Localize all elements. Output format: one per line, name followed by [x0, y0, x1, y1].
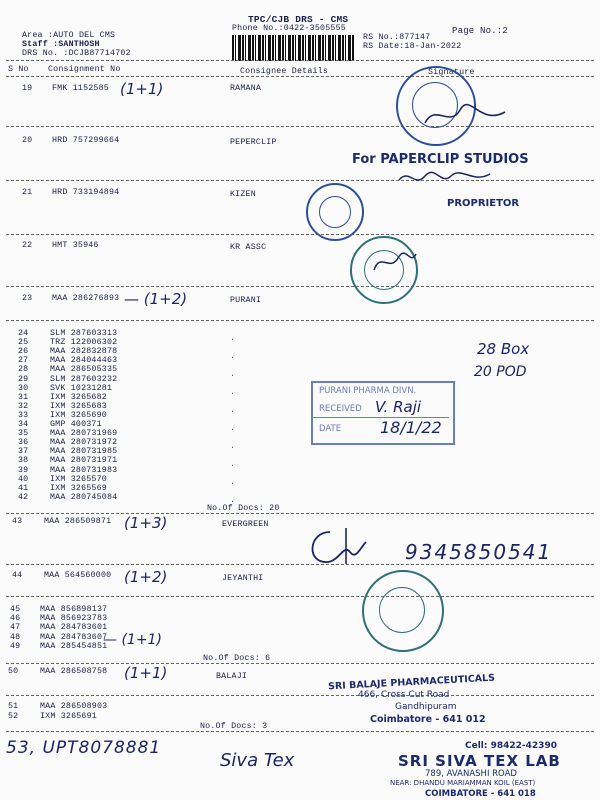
list-item-consignment: TRZ 122006302 — [50, 338, 118, 348]
row-43-consignee: EVERGREEN — [222, 520, 269, 529]
docs-count-2: No.Of Docs: 6 — [203, 654, 271, 663]
purani-handwritten-boxes: 28 Box — [477, 340, 530, 358]
list-item-sno: 34 — [18, 420, 29, 429]
row-23-note: — (1+2) — [124, 290, 188, 308]
siva-stamp-addr: 789, AVANASHI ROAD — [425, 769, 517, 779]
balaji-stamp-addr2: Gandhipuram — [395, 702, 457, 712]
rs-number: RS No.:877147 — [363, 33, 431, 42]
ramana-signature — [420, 98, 510, 138]
row-19-sno: 19 — [22, 84, 33, 93]
list-item-sno: 41 — [18, 483, 29, 493]
jeyanthi-round-stamp — [362, 570, 444, 652]
row-43-sno: 43 — [12, 517, 23, 526]
row-22-consignee: KR ASSC — [230, 243, 267, 252]
evergreen-signature — [300, 522, 370, 572]
group2-rule — [6, 663, 594, 664]
list-item-sno: 27 — [18, 356, 29, 366]
row-21-sno: 21 — [22, 188, 33, 197]
group2-note: — (1+1) — [103, 632, 162, 648]
purani-handwritten-pod: 20 POD — [474, 364, 527, 380]
list-item-sno: 38 — [18, 456, 29, 466]
list-item-sno: 51 — [8, 702, 19, 711]
staff-label: Staff :SANTHOSH — [22, 40, 100, 49]
row-44-cons: MAA 564560000 — [44, 571, 112, 580]
row-50-sno: 50 — [8, 667, 19, 676]
balaji-stamp-addr3: Coimbatore - 641 012 — [370, 714, 486, 725]
list-item-sno: 25 — [18, 338, 29, 348]
row-20-rule — [6, 180, 594, 181]
header-rule-top — [6, 60, 594, 61]
list-item-consignment: MAA 284783607 — [40, 632, 108, 642]
row-43-note: (1+3) — [124, 514, 168, 532]
list-item-consignment: MAA 282832878 — [50, 347, 118, 357]
list-item-consignment: GMP 400371 — [50, 420, 102, 429]
phone-number: Phone No.:0422-3505555 — [232, 24, 346, 33]
rs-date: RS Date:18-Jan-2022 — [363, 42, 462, 51]
list-item-consignment: MAA 280731983 — [50, 465, 118, 475]
list-item-sno: 31 — [18, 392, 29, 402]
list-item-consignment: MAA 286505335 — [50, 365, 118, 375]
paperclip-proprietor: PROPRIETOR — [447, 198, 520, 209]
balaji-stamp-addr1: 466, Cross Cut Road — [358, 690, 450, 700]
page-number: Page No.:2 — [452, 26, 509, 36]
list-item-sno: 28 — [18, 365, 29, 375]
list-item-consignment: MAA 856923783 — [40, 614, 108, 624]
list-item-sno: 30 — [18, 383, 29, 393]
balaji-stamp-name: SRI BALAJE PHARMACEUTICALS — [327, 672, 496, 693]
row-19-note: (1+1) — [120, 80, 164, 98]
row-20-cons: HRD 757299664 — [52, 136, 120, 145]
list-item-sno: 52 — [8, 711, 19, 721]
purani-handwritten-date: 18/1/22 — [380, 418, 442, 437]
row-44-consignee: JEYANTHI — [222, 574, 264, 583]
kr-assc-signature — [370, 248, 420, 278]
list-item-consignment: MAA 280731985 — [50, 447, 118, 457]
list-item-consignment: MAA 280731969 — [50, 429, 118, 439]
list-item-sno: 36 — [18, 438, 29, 448]
row-43-phone: 9345850541 — [405, 540, 553, 564]
row-19-consignee: RAMANA — [230, 84, 262, 93]
row-23-rule — [6, 320, 594, 321]
row-44-note: (1+2) — [124, 568, 168, 586]
list-item-consignment: IXM 3265682 — [50, 392, 107, 402]
dotted-column: . . . . . . . . . . — [230, 334, 236, 505]
purani-handwritten-received: V. Raji — [375, 398, 422, 416]
list-item-sno: 37 — [18, 447, 29, 457]
footer-handwritten-consignment: 53, UPT8078881 — [6, 738, 162, 758]
list-item-consignment: MAA 280745084 — [50, 492, 118, 502]
row-19-cons: FMK 1152585 — [52, 84, 109, 93]
row-43-cons: MAA 286509871 — [44, 517, 112, 526]
list-item-sno: 42 — [18, 492, 29, 502]
col-signature: Signature — [428, 68, 475, 77]
list-item-consignment: SLM 287603313 — [50, 329, 118, 338]
col-consignee: Consignee Details — [240, 67, 329, 76]
row-20-sno: 20 — [22, 136, 33, 145]
row-50-consignee: BALAJI — [216, 672, 248, 681]
list-item-consignment: MAA 284044463 — [50, 356, 118, 366]
list-item-sno: 29 — [18, 374, 29, 384]
list-item-sno: 33 — [18, 410, 29, 420]
area-label: Area :AUTO DEL CMS — [22, 31, 116, 40]
list-item-consignment: IXM 3265570 — [50, 474, 107, 484]
list-item-sno: 40 — [18, 474, 29, 484]
list-item-sno: 39 — [18, 465, 29, 475]
row-50-note: (1+1) — [124, 664, 168, 682]
docs-count-1: No.Of Docs: 20 — [207, 504, 280, 513]
paperclip-signature — [395, 166, 495, 190]
barcode — [232, 35, 354, 61]
group3-rule — [6, 731, 594, 732]
siva-stamp-city: COIMBATORE - 641 018 — [425, 789, 536, 799]
row-23-cons: MAA 286276893 — [52, 294, 120, 303]
row-44-rule — [6, 596, 594, 597]
list-item-sno: 48 — [10, 632, 21, 642]
list-item-consignment: MAA 286508903 — [40, 702, 108, 711]
list-item-consignment: IXM 3265691 — [40, 711, 97, 721]
list-item-sno: 26 — [18, 347, 29, 357]
list-item-sno: 32 — [18, 401, 29, 411]
list-item-sno: 46 — [10, 614, 21, 624]
list-item-sno: 24 — [18, 329, 29, 338]
row-50-rule — [6, 695, 594, 696]
purani-stamp-received: RECEIVED — [319, 404, 362, 414]
list-item-consignment: SVK 10231281 — [50, 383, 113, 393]
siva-stamp-cell: Cell: 98422-42390 — [465, 741, 557, 751]
row-22-cons: HMT 35946 — [52, 241, 99, 250]
row-50-cons: MAA 286508758 — [40, 667, 108, 676]
list-item-sno: 47 — [10, 623, 21, 633]
docs-count-3: No.Of Docs: 3 — [200, 722, 268, 731]
list-item-consignment: MAA 280731972 — [50, 438, 118, 448]
siva-stamp-name: SRI SIVA TEX LAB — [398, 752, 561, 770]
paperclip-stamp-title: For PAPERCLIP STUDIOS — [352, 152, 529, 167]
row-23-consignee: PURANI — [230, 296, 262, 305]
list-item-consignment: MAA 280731971 — [50, 456, 118, 466]
row-22-sno: 22 — [22, 241, 33, 250]
row-21-consignee: KIZEN — [230, 190, 256, 199]
row-21-rule — [6, 234, 594, 235]
row-44-sno: 44 — [12, 571, 23, 580]
row-21-cons: HRD 733194894 — [52, 188, 120, 197]
row-20-consignee: PEPERCLIP — [230, 138, 277, 147]
header-rule-bottom — [6, 76, 594, 77]
list-item-consignment: SLM 287603232 — [50, 374, 118, 384]
list-item-sno: 49 — [10, 641, 21, 651]
footer-handwritten-consignee: Siva Tex — [220, 750, 295, 771]
report-title: TPC/CJB DRS - CMS — [248, 14, 349, 25]
purani-stamp-name: PURANI PHARMA DIVN. — [319, 386, 417, 396]
group1-rule — [6, 513, 594, 514]
list-item-consignment: IXM 3265569 — [50, 483, 107, 493]
row-22-rule — [6, 286, 594, 287]
list-item-consignment: MAA 284783601 — [40, 623, 108, 633]
kizen-round-stamp — [306, 183, 364, 241]
list-item-sno: 45 — [10, 605, 21, 614]
siva-stamp-near: NEAR: DHANDU MARIAMMAN KOIL (EAST) — [390, 779, 536, 787]
list-item-consignment: IXM 3265690 — [50, 410, 107, 420]
purani-stamp-date: DATE — [319, 424, 342, 434]
col-consignment: Consignment No — [48, 65, 121, 74]
list-item-consignment: MAA 856898137 — [40, 605, 108, 614]
col-sno: S No — [8, 65, 29, 74]
row-23-sno: 23 — [22, 294, 33, 303]
list-item-consignment: MAA 285454851 — [40, 641, 108, 651]
list-item-consignment: IXM 3265683 — [50, 401, 107, 411]
list-item-sno: 35 — [18, 429, 29, 439]
drs-number: DRS No. :DCJB87714702 — [22, 49, 131, 58]
